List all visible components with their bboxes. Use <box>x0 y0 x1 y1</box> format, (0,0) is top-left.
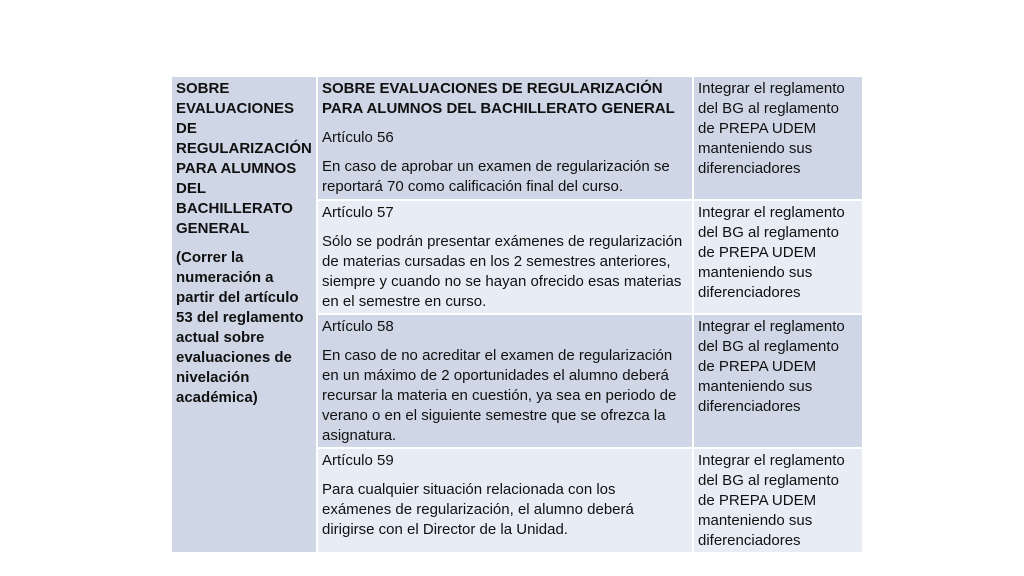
table-row <box>171 76 863 200</box>
action-cell <box>693 448 863 553</box>
article-title: Artículo 58 <box>322 318 394 335</box>
article-cell <box>317 314 693 448</box>
article-text: Para cualquier situación relacionada con los exámenes de regularización, el alumno deberá dirigirse con el Director de la Unidad. <box>322 481 634 538</box>
action-text: Integrar el reglamento del BG al reglamento de PREPA UDEM manteniendo sus diferenciadores <box>698 452 845 549</box>
action-text: Integrar el reglamento del BG al reglamento de PREPA UDEM manteniendo sus diferenciadores <box>698 318 845 415</box>
article-heading: SOBRE EVALUACIONES DE REGULARIZACIÓN PARA ALUMNOS DEL BACHILLERATO GENERAL <box>322 80 675 117</box>
section-note: (Correr la numeración a partir del artículo 53 del reglamento actual sobre evaluaciones de nivelación académica) <box>176 249 304 406</box>
article-cell <box>317 448 693 553</box>
section-cell <box>171 76 317 553</box>
article-title: Artículo 57 <box>322 204 394 221</box>
action-cell <box>693 314 863 448</box>
article-cell <box>317 76 693 200</box>
regulation-table <box>170 75 864 554</box>
action-cell <box>693 76 863 200</box>
article-text: Sólo se podrán presentar exámenes de regularización de materias cursadas en los 2 semestres anteriores, siempre y cuando no se hayan ofrecido esas materias en el semestre en curso. <box>322 233 683 310</box>
article-title: Artículo 59 <box>322 452 394 469</box>
article-text: En caso de no acreditar el examen de regularización en un máximo de 2 oportunidades el alumno deberá recursar la materia en cuestión, ya sea en periodo de verano o en el siguiente semestre que se ofrezca la asignatura. <box>322 347 677 444</box>
action-cell <box>693 200 863 314</box>
action-text: Integrar el reglamento del BG al reglamento de PREPA UDEM manteniendo sus diferenciadores <box>698 204 845 301</box>
article-text: En caso de aprobar un examen de regularización se reportará 70 como calificación final del curso. <box>322 158 670 195</box>
article-cell <box>317 200 693 314</box>
section-heading: SOBRE EVALUACIONES DE REGULARIZACIÓN PARA ALUMNOS DEL BACHILLERATO GENERAL <box>176 80 312 237</box>
action-text: Integrar el reglamento del BG al reglamento de PREPA UDEM manteniendo sus diferenciadores <box>698 80 845 177</box>
article-title: Artículo 56 <box>322 129 394 146</box>
